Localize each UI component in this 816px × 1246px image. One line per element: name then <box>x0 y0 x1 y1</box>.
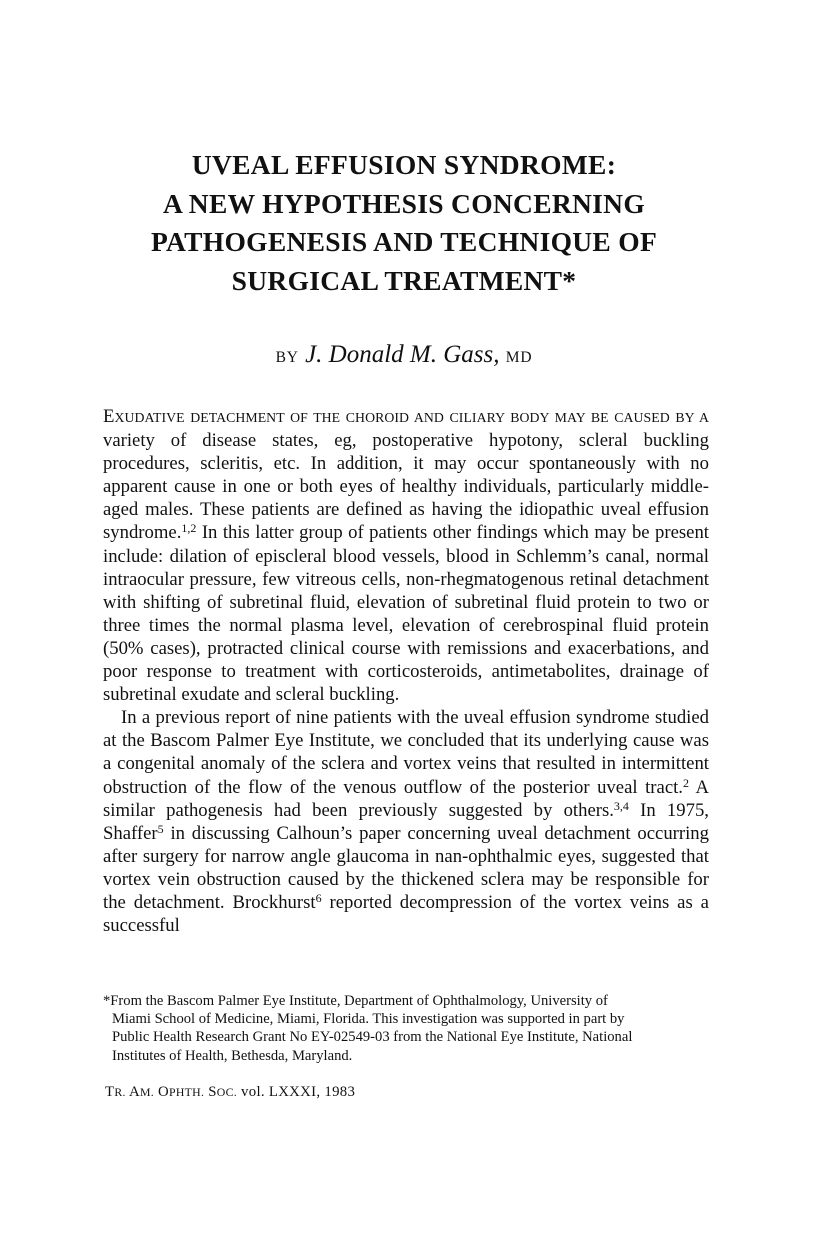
lead-in-rest: XUDATIVE DETACHMENT OF THE CHOROID AND CILIARY BODY MAY BE CAUSED BY A <box>114 410 709 425</box>
journal-abbrev-soc-rest: OC. <box>216 1085 238 1099</box>
journal-abbrev-ophth-rest: PHTH. <box>169 1085 205 1099</box>
journal-abbrev-am-rest: M. <box>139 1085 154 1099</box>
citation-ref: 3,4 <box>613 798 629 813</box>
paragraph-2-text-a: In a previous report of nine patients with the uveal effusion syndrome studied at the Bascom Palmer Eye Institute, we concluded that its underlying cause was a congenital anomaly of the sclera and vortex veins that resulted in intermittent obstruction of the flow of the venous outflow of the posterior uveal tract. <box>103 707 709 798</box>
journal-abbrev-soc-initial: S <box>208 1084 217 1100</box>
lead-in-caps <box>103 406 709 427</box>
footnote-line-3: Public Health Research Grant No EY-02549-03 from the National Eye Institute, National <box>112 1029 633 1046</box>
footnote-line-4: Institutes of Health, Bethesda, Maryland. <box>112 1047 353 1064</box>
journal-abbrev-ophth-initial: O <box>158 1084 169 1100</box>
citation-ref: 2 <box>682 775 689 790</box>
journal-abbrev-am <box>129 1085 154 1099</box>
paragraph-1-text-a: variety of disease states, eg, postoperative hypotony, scleral buckling procedures, scleritis, etc. In addition, it may occur spontaneously with no apparent cause in one or both eyes of healthy individuals, particularly middle-aged males. These patients are defined as having the idiopathic uveal effusion syndrome. <box>103 430 709 544</box>
paragraph-2-text-d: in discussing Calhoun’s paper concerning uveal detachment occurring after surgery for narrow angle glaucoma in nan-ophthalmic eyes, suggested that vortex vein obstruction caused by the thickened sclera may be responsible for the detachment. Brockhurst <box>103 822 709 913</box>
journal-volume: vol. LXXXI, 1983 <box>241 1084 356 1100</box>
citation-ref: 6 <box>315 890 322 905</box>
journal-abbrev-ophth <box>158 1085 204 1099</box>
lead-in-initial: E <box>103 406 115 427</box>
paragraph-2-text-e: reported decompression of the vortex veins as a successful <box>103 891 709 937</box>
journal-abbrev-tr-rest: R. <box>114 1085 126 1099</box>
paragraph-1-text-b: In this latter group of patients other findings which may be present include: dilation of episcleral blood vessels, blood in Schlemm’s canal, normal intraocular pressure, few vitreous cells, non-rhegmatogenous retinal detachment with shifting of subretinal fluid, elevation of subretinal fluid protein to two or three times the normal plasma level, elevation of cerebrospinal fluid protein (50% cases), protracted clinical course with remissions and exacerbations, and poor response to treatment with corticosteroids, antimetabolites, drainage of subretinal exudate and scleral buckling. <box>103 522 709 706</box>
citation-ref: 1,2 <box>181 521 197 536</box>
footnote <box>103 992 709 1065</box>
paragraph-2 <box>103 706 709 937</box>
article-body <box>103 405 709 937</box>
footnote-line-2: Miami School of Medicine, Miami, Florida. This investigation was supported in part by <box>112 1011 625 1028</box>
title-line-3: PATHOGENESIS AND TECHNIQUE OF <box>150 226 658 257</box>
paragraph-2-text-b: A similar pathogenesis had been previously suggested by others. <box>103 776 709 821</box>
journal-abbrev-tr <box>105 1085 126 1099</box>
title-line-4: SURGICAL TREATMENT* <box>231 264 577 296</box>
article-title <box>96 146 712 300</box>
journal-abbrev-soc <box>208 1085 237 1099</box>
journal-abbrev-am-initial: A <box>128 1084 140 1100</box>
author-degree: MD <box>505 349 533 366</box>
journal-citation <box>105 1083 355 1101</box>
paragraph-2-text-c: In 1975, Shaffer <box>103 799 709 844</box>
paragraph-1 <box>103 405 709 706</box>
citation-ref: 5 <box>157 821 164 836</box>
title-line-1: UVEAL EFFUSION SYNDROME: <box>191 149 617 180</box>
journal-abbrev-tr-initial: T <box>105 1084 115 1100</box>
byline <box>96 340 712 373</box>
author-name: J. Donald M. Gass, <box>305 341 500 368</box>
footnote-line-1: *From the Bascom Palmer Eye Institute, Department of Ophthalmology, University of <box>103 993 608 1009</box>
byline-prefix: BY <box>275 349 299 366</box>
title-line-2: A NEW HYPOTHESIS CONCERNING <box>162 187 646 219</box>
